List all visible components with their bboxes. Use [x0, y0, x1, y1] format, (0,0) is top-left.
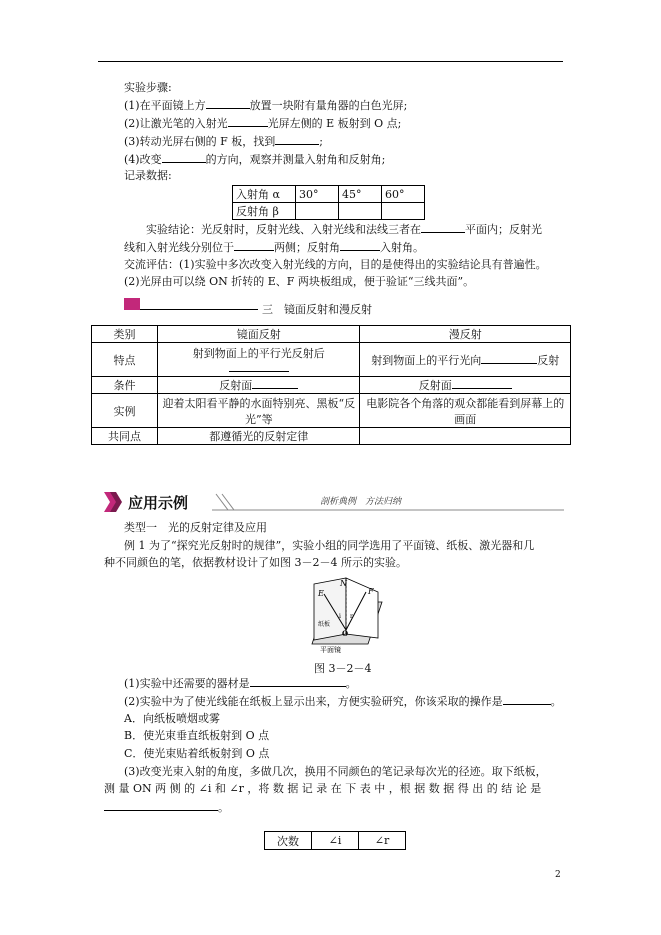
exchange-line-1: 交流评估：(1)实验中多次改变入射光线的方向，目的是使得出的实验结论具有普遍性。 — [124, 258, 547, 271]
table-row — [92, 428, 571, 445]
table-cell: 入射角 α — [233, 186, 296, 203]
table-cell: 迎着太阳看平静的水面特别亮、黑板“反光”等 — [158, 394, 360, 428]
table-cell: 电影院各个角落的观众都能看到屏幕上的画面 — [360, 394, 571, 428]
steps-title: 实验步骤: — [124, 81, 172, 94]
table-cell: 30° — [296, 186, 339, 203]
table-row — [265, 832, 406, 850]
page-number: 2 — [555, 870, 561, 880]
table-cell: 60° — [382, 186, 425, 203]
type-heading: 类型一 光的反射定律及应用 — [124, 521, 267, 534]
conclusion-line-1: 实验结论：光反射时，反射光线、入射光线和法线三者在 平面内；反射光 — [146, 223, 542, 236]
step-4: (4)改变 的方向，观察并测量入射角和反射角; — [124, 153, 386, 166]
section3-title: 三 镜面反射和漫反射 — [262, 303, 372, 316]
table-row — [92, 326, 571, 343]
q2-option-b: B．使光束垂直纸板射到 O 点 — [124, 729, 270, 742]
times-table — [264, 831, 406, 850]
table-cell — [296, 203, 339, 220]
table-row — [92, 394, 571, 428]
table-cell: 射到物面上的平行光反射后 — [158, 343, 360, 377]
banner-title: 应用示例 — [128, 494, 189, 512]
table-cell: 射到物面上的平行光向 反射 — [360, 343, 571, 377]
banner-subtitle: 剖析典例 方法归纳 — [320, 497, 402, 507]
table-cell — [339, 203, 382, 220]
compare-table — [91, 325, 571, 445]
experiment-figure — [306, 574, 386, 660]
table-cell: 反射角 β — [233, 203, 296, 220]
fig-label-mirror: 平面镜 — [320, 646, 341, 654]
table-row — [233, 203, 425, 220]
fig-label-o: O — [342, 629, 349, 638]
table-row — [233, 186, 425, 203]
fig-label-paper: 纸板 — [318, 621, 331, 628]
table-cell — [382, 203, 425, 220]
header-rule — [98, 61, 563, 62]
record-title: 记录数据: — [124, 169, 172, 182]
table-header: 类别 — [92, 326, 158, 343]
q2: (2)实验中为了使光线能在纸板上显示出来，方便实验研究，你该采取的操作是 。 — [124, 695, 562, 708]
fig-label-n: N — [340, 579, 347, 588]
table-cell: 反射面 — [360, 377, 571, 394]
q3-line-2: 测 量 ON 两 侧 的 ∠i 和 ∠r ，将 数 据 记 录 在 下 表 中 ，根 据 数 据 得 出 的 结 论 是 — [104, 782, 542, 795]
table-header: 漫反射 — [360, 326, 571, 343]
table-cell: 反射面 — [158, 377, 360, 394]
record-table — [232, 185, 425, 220]
q2-option-c: C．使光束贴着纸板射到 O 点 — [124, 747, 270, 760]
table-cell: 共同点 — [92, 428, 158, 445]
exchange-line-2: (2)光屏由可以绕 ON 折转的 E、F 两块板组成，便于验证“三线共面”。 — [124, 275, 475, 288]
table-cell: 实例 — [92, 394, 158, 428]
table-header: ∠i — [312, 832, 359, 850]
table-cell: 特点 — [92, 343, 158, 377]
table-row — [92, 343, 571, 377]
table-header: 镜面反射 — [158, 326, 360, 343]
table-cell: 条件 — [92, 377, 158, 394]
figure-caption: 图 3－2－4 — [314, 662, 372, 675]
table-cell: 都遵循光的反射定律 — [158, 428, 360, 445]
section-marker — [124, 298, 140, 310]
fig-label-i: i — [339, 613, 341, 620]
table-header: ∠r — [359, 832, 406, 850]
q1: (1)实验中还需要的器材是 。 — [124, 677, 357, 690]
step-3: (3)转动光屏右侧的 F 板，找到 ; — [124, 135, 323, 148]
q3-line-3: 。 — [104, 800, 229, 815]
table-row — [92, 377, 571, 394]
fig-label-r: r — [350, 613, 353, 620]
app-banner — [104, 490, 564, 517]
step-2: (2)让激光笔的入射光 光屏左侧的 E 板射到 O 点; — [124, 117, 402, 130]
example-line-2: 种不同颜色的笔，依据教材设计了如图 3－2－4 所示的实验。 — [104, 556, 407, 569]
q2-option-a: A．向纸板喷烟或雾 — [124, 712, 220, 725]
section-rule — [140, 309, 258, 310]
table-cell — [360, 428, 571, 445]
fig-label-e: E — [318, 589, 324, 598]
step-1: (1)在平面镜上方 放置一块附有量角器的白色光屏; — [124, 99, 408, 112]
example-line-1: 例 1 为了“探究光反射时的规律”，实验小组的同学选用了平面镜、纸板、激光器和几 — [124, 539, 535, 552]
conclusion-line-2: 线和入射光线分别位于 两侧；反射角 入射角。 — [124, 241, 424, 254]
table-header: 次数 — [265, 832, 312, 850]
q3-line-1: (3)改变光束入射的角度，多做几次，换用不同颜色的笔记录每次光的径迹。取下纸板， — [124, 765, 547, 778]
fig-label-f: F — [368, 587, 374, 596]
table-cell: 45° — [339, 186, 382, 203]
